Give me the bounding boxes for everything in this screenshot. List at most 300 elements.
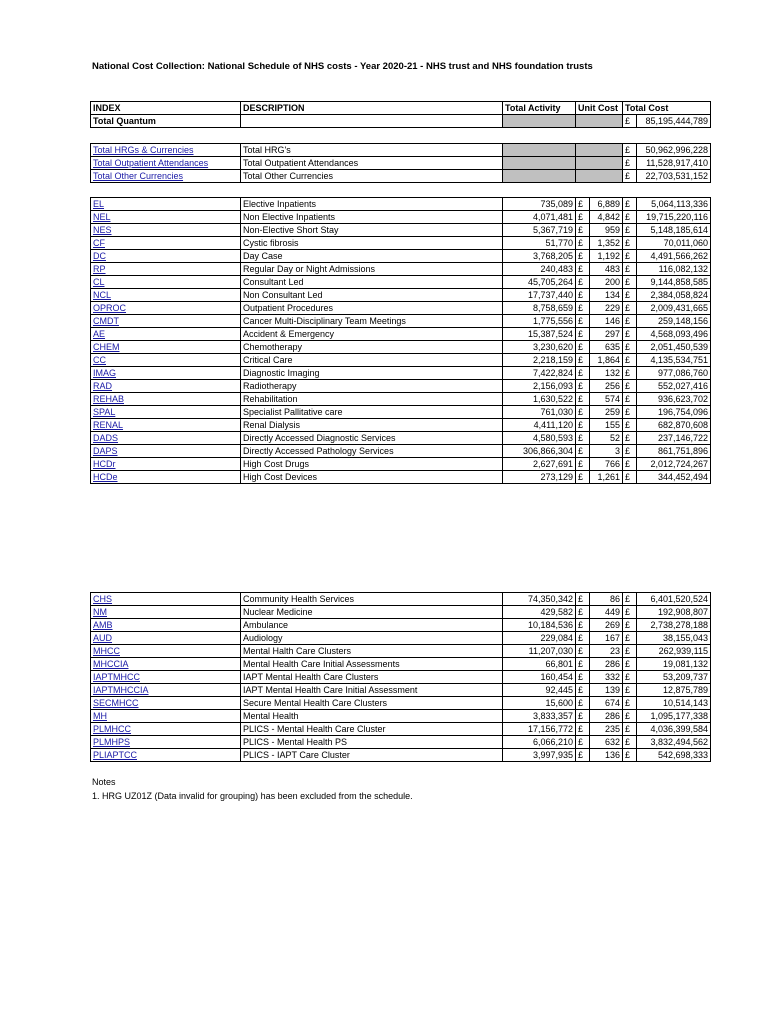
- index-link[interactable]: PLMHPS: [93, 737, 131, 747]
- currency-symbol: £: [576, 393, 590, 406]
- index-link[interactable]: AMB: [93, 620, 113, 630]
- index-link[interactable]: REHAB: [93, 394, 125, 404]
- total-cost-cell: 259,148,156: [637, 315, 711, 328]
- activity-cell: 2,218,159: [503, 354, 576, 367]
- unit-cost-cell: 6,889: [590, 198, 623, 211]
- activity-cell: 4,580,593: [503, 432, 576, 445]
- table-row: [91, 289, 711, 302]
- description-cell: Non-Elective Short Stay: [241, 224, 503, 237]
- index-link[interactable]: IAPTMHCCIA: [93, 685, 149, 695]
- description-cell: Cancer Multi-Disciplinary Team Meetings: [241, 315, 503, 328]
- currency-symbol: £: [623, 458, 637, 471]
- total-cost-cell: 542,698,333: [637, 749, 711, 762]
- index-cell: [91, 393, 241, 406]
- unit-cost-cell: 286: [590, 710, 623, 723]
- unit-cost-cell: 134: [590, 289, 623, 302]
- total-cost-header: Total Cost: [623, 102, 711, 115]
- index-link[interactable]: IAPTMHCC: [93, 672, 140, 682]
- table-row: [91, 354, 711, 367]
- unit-cost-cell: 286: [590, 658, 623, 671]
- currency-symbol: £: [576, 341, 590, 354]
- index-cell: [91, 170, 241, 183]
- table-row: [91, 632, 711, 645]
- currency-symbol: £: [576, 432, 590, 445]
- index-link[interactable]: OPROC: [93, 303, 127, 313]
- table-row: [91, 645, 711, 658]
- table-row: [91, 315, 711, 328]
- index-link[interactable]: CHEM: [93, 342, 120, 352]
- activity-cell: 1,775,556: [503, 315, 576, 328]
- total-cost-cell: 38,155,043: [637, 632, 711, 645]
- total-cost-cell: 552,027,416: [637, 380, 711, 393]
- unit-cost-cell: 766: [590, 458, 623, 471]
- unit-cost-cell: 256: [590, 380, 623, 393]
- currency-symbol: £: [623, 658, 637, 671]
- index-link[interactable]: CMDT: [93, 316, 119, 326]
- total-cost-cell: 936,623,702: [637, 393, 711, 406]
- empty-cell: [241, 115, 503, 128]
- index-link[interactable]: AE: [93, 329, 106, 339]
- total-cost-cell: 196,754,096: [637, 406, 711, 419]
- table-row: [91, 276, 711, 289]
- currency-symbol: £: [623, 198, 637, 211]
- currency-symbol: £: [623, 749, 637, 762]
- total-cost-cell: 2,012,724,267: [637, 458, 711, 471]
- unit-cost-cell: 86: [590, 593, 623, 606]
- index-link[interactable]: NES: [93, 225, 112, 235]
- total-cost-cell: 861,751,896: [637, 445, 711, 458]
- currency-symbol: £: [623, 619, 637, 632]
- currency-symbol: £: [576, 445, 590, 458]
- total-cost-cell: 19,715,220,116: [637, 211, 711, 224]
- index-link[interactable]: CHS: [93, 594, 113, 604]
- total-cost-cell: 4,135,534,751: [637, 354, 711, 367]
- table-row: [91, 419, 711, 432]
- total-cost-cell: 70,011,060: [637, 237, 711, 250]
- index-link[interactable]: PLMHCC: [93, 724, 132, 734]
- table-row: [91, 263, 711, 276]
- activity-cell: 1,630,522: [503, 393, 576, 406]
- activity-cell: 160,454: [503, 671, 576, 684]
- currency-symbol: £: [623, 144, 637, 157]
- index-cell: [91, 619, 241, 632]
- index-cell: [91, 328, 241, 341]
- total-cost-cell: 10,514,143: [637, 697, 711, 710]
- index-link[interactable]: DAPS: [93, 446, 118, 456]
- activity-cell: 3,997,935: [503, 749, 576, 762]
- index-link[interactable]: IMAG: [93, 368, 117, 378]
- description-cell: Mental Halth Care Clusters: [241, 645, 503, 658]
- currency-symbol: £: [623, 263, 637, 276]
- index-link[interactable]: SECMHCC: [93, 698, 139, 708]
- total-cost-cell: 344,452,494: [637, 471, 711, 484]
- index-cell: [91, 302, 241, 315]
- currency-symbol: £: [576, 684, 590, 697]
- grey-cell: [503, 157, 576, 170]
- activity-cell: 7,422,824: [503, 367, 576, 380]
- notes-section: [92, 775, 413, 803]
- currency-symbol: £: [623, 354, 637, 367]
- description-cell: Critical Care: [241, 354, 503, 367]
- description-cell: Total Other Currencies: [241, 170, 503, 183]
- currency-symbol: £: [623, 419, 637, 432]
- activity-cell: 17,737,440: [503, 289, 576, 302]
- index-link[interactable]: SPAL: [93, 407, 116, 417]
- table-row: [91, 658, 711, 671]
- description-cell: Audiology: [241, 632, 503, 645]
- activity-cell: 6,066,210: [503, 736, 576, 749]
- currency-symbol: £: [576, 606, 590, 619]
- index-cell: [91, 593, 241, 606]
- currency-symbol: £: [576, 289, 590, 302]
- index-link[interactable]: RAD: [93, 381, 113, 391]
- total-cost-cell: 12,875,789: [637, 684, 711, 697]
- total-cost-cell: 2,009,431,665: [637, 302, 711, 315]
- description-cell: High Cost Drugs: [241, 458, 503, 471]
- currency-symbol: £: [576, 198, 590, 211]
- unit-cost-cell: 200: [590, 276, 623, 289]
- index-cell: [91, 289, 241, 302]
- description-cell: Mental Health: [241, 710, 503, 723]
- description-cell: IAPT Mental Health Care Clusters: [241, 671, 503, 684]
- index-cell: [91, 198, 241, 211]
- index-link[interactable]: CC: [93, 355, 106, 365]
- index-cell: [91, 367, 241, 380]
- currency-symbol: £: [623, 645, 637, 658]
- currency-symbol: £: [623, 393, 637, 406]
- index-cell: [91, 211, 241, 224]
- total-cost-cell: 1,095,177,338: [637, 710, 711, 723]
- activity-cell: 3,768,205: [503, 250, 576, 263]
- activity-cell: 273,129: [503, 471, 576, 484]
- header-table: [90, 101, 711, 128]
- description-cell: Elective Inpatients: [241, 198, 503, 211]
- total-cost-cell: 4,568,093,496: [637, 328, 711, 341]
- index-link[interactable]: RENAL: [93, 420, 124, 430]
- description-cell: Rehabilitation: [241, 393, 503, 406]
- unit-cost-cell: 635: [590, 341, 623, 354]
- description-cell: PLICS - Mental Health Care Cluster: [241, 723, 503, 736]
- main-cost-table: [90, 197, 711, 484]
- index-link[interactable]: MH: [93, 711, 107, 721]
- index-cell: [91, 697, 241, 710]
- activity-cell: 306,866,304: [503, 445, 576, 458]
- table-row: [91, 224, 711, 237]
- activity-cell: 11,207,030: [503, 645, 576, 658]
- currency-symbol: £: [576, 263, 590, 276]
- currency-symbol: £: [576, 211, 590, 224]
- description-cell: High Cost Devices: [241, 471, 503, 484]
- index-link[interactable]: Total Outpatient Attendances: [93, 158, 209, 168]
- header-row: [91, 102, 711, 115]
- unit-cost-cell: 167: [590, 632, 623, 645]
- unit-cost-cell: 574: [590, 393, 623, 406]
- currency-symbol: £: [576, 354, 590, 367]
- index-link[interactable]: MHCC: [93, 646, 120, 656]
- index-cell: [91, 432, 241, 445]
- unit-cost-cell: 146: [590, 315, 623, 328]
- unit-cost-cell: 52: [590, 432, 623, 445]
- activity-cell: 92,445: [503, 684, 576, 697]
- table-row: [91, 367, 711, 380]
- index-link[interactable]: DADS: [93, 433, 119, 443]
- currency-symbol: £: [623, 250, 637, 263]
- table-row: [91, 393, 711, 406]
- currency-symbol: £: [623, 710, 637, 723]
- total-cost-cell: 237,146,722: [637, 432, 711, 445]
- description-cell: Non Consultant Led: [241, 289, 503, 302]
- table-row: [91, 458, 711, 471]
- total-cost-cell: 11,528,917,410: [637, 157, 711, 170]
- description-cell: Nuclear Medicine: [241, 606, 503, 619]
- total-activity-header: Total Activity: [503, 102, 576, 115]
- unit-cost-cell: 1,864: [590, 354, 623, 367]
- unit-cost-cell: 229: [590, 302, 623, 315]
- notes-heading: Notes: [92, 777, 116, 787]
- currency-symbol: £: [623, 315, 637, 328]
- table-row: [91, 749, 711, 762]
- table-row: [91, 406, 711, 419]
- index-link[interactable]: CL: [93, 277, 105, 287]
- index-header: INDEX: [91, 102, 241, 115]
- activity-cell: 735,089: [503, 198, 576, 211]
- currency-symbol: £: [623, 697, 637, 710]
- currency-symbol: £: [576, 593, 590, 606]
- currency-symbol: £: [576, 645, 590, 658]
- index-cell: [91, 406, 241, 419]
- currency-symbol: £: [623, 406, 637, 419]
- description-cell: PLICS - IAPT Care Cluster: [241, 749, 503, 762]
- grey-cell: [576, 115, 623, 128]
- total-cost-cell: 4,491,566,262: [637, 250, 711, 263]
- total-cost-cell: 977,086,760: [637, 367, 711, 380]
- currency-symbol: £: [576, 406, 590, 419]
- currency-symbol: £: [576, 276, 590, 289]
- description-cell: Ambulance: [241, 619, 503, 632]
- index-cell: [91, 224, 241, 237]
- index-cell: [91, 354, 241, 367]
- total-cost-cell: 2,051,450,539: [637, 341, 711, 354]
- description-cell: Total Outpatient Attendances: [241, 157, 503, 170]
- description-cell: Directly Accessed Pathology Services: [241, 445, 503, 458]
- currency-symbol: £: [623, 237, 637, 250]
- activity-cell: 74,350,342: [503, 593, 576, 606]
- index-link[interactable]: NCL: [93, 290, 112, 300]
- description-cell: Outpatient Procedures: [241, 302, 503, 315]
- index-cell: [91, 315, 241, 328]
- unit-cost-cell: 269: [590, 619, 623, 632]
- grey-cell: [503, 170, 576, 183]
- unit-cost-cell: 136: [590, 749, 623, 762]
- currency-symbol: £: [623, 211, 637, 224]
- index-cell: [91, 606, 241, 619]
- description-cell: Accident & Emergency: [241, 328, 503, 341]
- index-cell: [91, 749, 241, 762]
- unit-cost-cell: 4,842: [590, 211, 623, 224]
- index-link[interactable]: Total HRGs & Currencies: [93, 145, 194, 155]
- total-cost-cell: 9,144,858,585: [637, 276, 711, 289]
- currency-symbol: £: [576, 419, 590, 432]
- currency-symbol: £: [576, 458, 590, 471]
- activity-cell: 3,230,620: [503, 341, 576, 354]
- currency-symbol: £: [576, 658, 590, 671]
- description-cell: Chemotherapy: [241, 341, 503, 354]
- other-cost-table: [90, 592, 711, 762]
- description-cell: Directly Accessed Diagnostic Services: [241, 432, 503, 445]
- index-link[interactable]: Total Other Currencies: [93, 171, 184, 181]
- unit-cost-cell: 1,352: [590, 237, 623, 250]
- table-row: [91, 328, 711, 341]
- total-cost-cell: 682,870,608: [637, 419, 711, 432]
- currency-symbol: £: [623, 606, 637, 619]
- activity-cell: 4,411,120: [503, 419, 576, 432]
- index-cell: [91, 157, 241, 170]
- grey-cell: [503, 115, 576, 128]
- currency-symbol: £: [623, 723, 637, 736]
- total-cost-cell: 116,082,132: [637, 263, 711, 276]
- grey-cell: [576, 157, 623, 170]
- description-cell: Community Health Services: [241, 593, 503, 606]
- activity-cell: 8,758,659: [503, 302, 576, 315]
- description-cell: IAPT Mental Health Care Initial Assessment: [241, 684, 503, 697]
- currency-symbol: £: [623, 471, 637, 484]
- activity-cell: 229,084: [503, 632, 576, 645]
- currency-symbol: £: [576, 632, 590, 645]
- unit-cost-cell: 632: [590, 736, 623, 749]
- currency-symbol: £: [576, 697, 590, 710]
- table-row: [91, 432, 711, 445]
- currency-symbol: £: [576, 250, 590, 263]
- currency-symbol: £: [623, 432, 637, 445]
- table-row: [91, 250, 711, 263]
- description-cell: PLICS - Mental Health PS: [241, 736, 503, 749]
- unit-cost-cell: 3: [590, 445, 623, 458]
- index-cell: [91, 710, 241, 723]
- unit-cost-cell: 449: [590, 606, 623, 619]
- currency-symbol: £: [576, 710, 590, 723]
- currency-symbol: £: [576, 671, 590, 684]
- total-cost-cell: 5,148,185,614: [637, 224, 711, 237]
- unit-cost-cell: 155: [590, 419, 623, 432]
- activity-cell: 240,483: [503, 263, 576, 276]
- currency-symbol: £: [576, 749, 590, 762]
- total-cost-cell: 22,703,531,152: [637, 170, 711, 183]
- total-quantum-label: Total Quantum: [91, 115, 241, 128]
- activity-cell: 66,801: [503, 658, 576, 671]
- index-link[interactable]: MHCCIA: [93, 659, 129, 669]
- total-cost-cell: 262,939,115: [637, 645, 711, 658]
- unit-cost-cell: 483: [590, 263, 623, 276]
- index-cell: [91, 658, 241, 671]
- table-row: [91, 723, 711, 736]
- currency-symbol: £: [576, 302, 590, 315]
- description-cell: Cystic fibrosis: [241, 237, 503, 250]
- activity-cell: 45,705,264: [503, 276, 576, 289]
- activity-cell: 5,367,719: [503, 224, 576, 237]
- description-cell: Non Elective Inpatients: [241, 211, 503, 224]
- index-link[interactable]: CF: [93, 238, 105, 248]
- unit-cost-header: Unit Cost: [576, 102, 623, 115]
- currency-symbol: £: [576, 619, 590, 632]
- index-cell: [91, 445, 241, 458]
- activity-cell: 15,387,524: [503, 328, 576, 341]
- activity-cell: 2,627,691: [503, 458, 576, 471]
- currency-symbol: £: [576, 380, 590, 393]
- currency-symbol: £: [623, 170, 637, 183]
- index-cell: [91, 341, 241, 354]
- description-cell: Diagnostic Imaging: [241, 367, 503, 380]
- table-row: [91, 198, 711, 211]
- currency-symbol: £: [576, 237, 590, 250]
- unit-cost-cell: 332: [590, 671, 623, 684]
- activity-cell: 51,770: [503, 237, 576, 250]
- index-cell: [91, 237, 241, 250]
- activity-cell: 17,156,772: [503, 723, 576, 736]
- index-link[interactable]: AUD: [93, 633, 113, 643]
- index-cell: [91, 250, 241, 263]
- index-cell: [91, 419, 241, 432]
- currency-symbol: £: [623, 276, 637, 289]
- page-title: National Cost Collection: National Schedule of NHS costs - Year 2020-21 - NHS trust and NHS foundation trusts: [92, 61, 593, 72]
- index-cell: [91, 276, 241, 289]
- total-cost-cell: 192,908,807: [637, 606, 711, 619]
- unit-cost-cell: 139: [590, 684, 623, 697]
- unit-cost-cell: 235: [590, 723, 623, 736]
- unit-cost-cell: 1,261: [590, 471, 623, 484]
- table-row: [91, 237, 711, 250]
- total-cost-cell: 50,962,996,228: [637, 144, 711, 157]
- index-link[interactable]: EL: [93, 199, 105, 209]
- description-cell: Secure Mental Health Care Clusters: [241, 697, 503, 710]
- total-quantum-row: [91, 115, 711, 128]
- currency-symbol: £: [623, 380, 637, 393]
- index-link[interactable]: HCDr: [93, 459, 116, 469]
- index-cell: [91, 458, 241, 471]
- unit-cost-cell: 132: [590, 367, 623, 380]
- description-cell: Specialist Pallitative care: [241, 406, 503, 419]
- currency-symbol: £: [576, 328, 590, 341]
- currency-symbol: £: [576, 315, 590, 328]
- index-link[interactable]: NEL: [93, 212, 111, 222]
- index-link[interactable]: DC: [93, 251, 106, 261]
- currency-symbol: £: [576, 367, 590, 380]
- index-link[interactable]: NM: [93, 607, 107, 617]
- currency-symbol: £: [623, 328, 637, 341]
- grey-cell: [576, 170, 623, 183]
- table-row: [91, 736, 711, 749]
- index-link[interactable]: PLIAPTCC: [93, 750, 138, 760]
- total-cost-cell: 4,036,399,584: [637, 723, 711, 736]
- table-row: [91, 211, 711, 224]
- summary-table: [90, 143, 711, 183]
- currency-symbol: £: [623, 684, 637, 697]
- total-quantum-cost: 85,195,444,789: [637, 115, 711, 128]
- summary-row: [91, 157, 711, 170]
- description-cell: Renal Dialysis: [241, 419, 503, 432]
- index-cell: [91, 380, 241, 393]
- description-cell: Day Case: [241, 250, 503, 263]
- activity-cell: 4,071,481: [503, 211, 576, 224]
- activity-cell: 761,030: [503, 406, 576, 419]
- activity-cell: 429,582: [503, 606, 576, 619]
- description-cell: Mental Health Care Initial Assessments: [241, 658, 503, 671]
- index-link[interactable]: HCDe: [93, 472, 118, 482]
- currency-symbol: £: [623, 445, 637, 458]
- table-row: [91, 671, 711, 684]
- unit-cost-cell: 297: [590, 328, 623, 341]
- index-link[interactable]: RP: [93, 264, 106, 274]
- total-cost-cell: 2,384,058,824: [637, 289, 711, 302]
